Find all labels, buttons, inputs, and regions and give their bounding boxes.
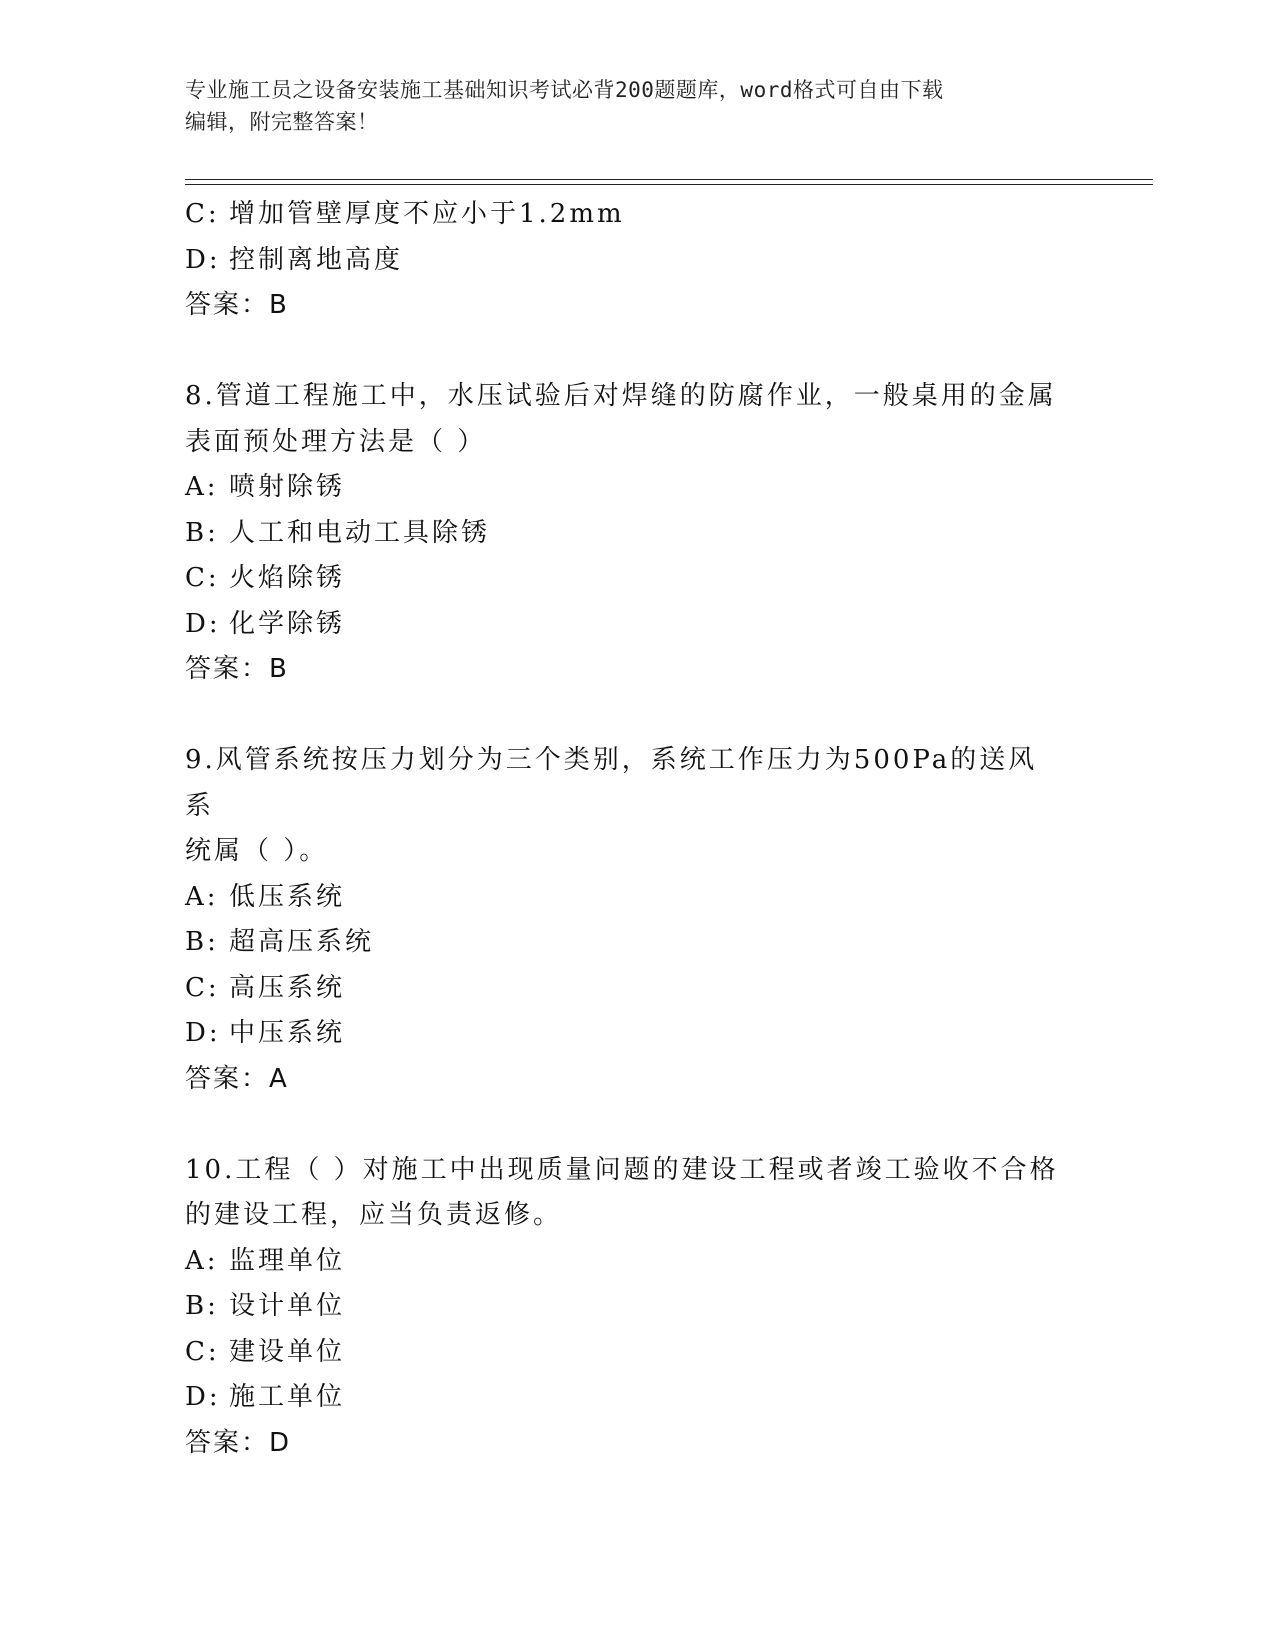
answer-line: 答案：B (185, 654, 289, 684)
question-text-line-2: 统属（ ）。 (185, 836, 329, 866)
question-text (185, 1148, 1065, 1239)
option-d (185, 1011, 1085, 1057)
option-a (185, 875, 1085, 921)
option-text: 高压系统 (229, 972, 346, 1003)
option-a (185, 1239, 1085, 1285)
answer-line: 答案：A (185, 1063, 289, 1094)
option-letter: D: (185, 1018, 221, 1048)
question-block-continued (185, 192, 1085, 329)
option-letter: C: (185, 1336, 220, 1367)
option-text: 监理单位 (229, 1245, 346, 1276)
option-text: 超高压系统 (229, 927, 375, 957)
document-header (185, 74, 1065, 138)
question-text (185, 374, 1065, 465)
option-d (185, 602, 1085, 648)
option-c (185, 966, 1085, 1012)
option-letter: D: (185, 244, 221, 275)
option-text: 增加管壁厚度不应小于1.2mm (229, 199, 625, 229)
option-b (185, 1284, 1085, 1330)
option-c (185, 192, 1085, 238)
option-letter: D: (185, 608, 221, 639)
answer-line: 答案：B (185, 290, 289, 320)
option-text: 施工单位 (229, 1382, 346, 1412)
question-text-line-1: 8.管道工程施工中，水压试验后对焊缝的防腐作业，一般桌用的金属 (185, 381, 1057, 411)
question-text-line-1: 9.风管系统按压力划分为三个类别，系统工作压力为500Pa的送风系 (185, 745, 1038, 821)
option-text: 设计单位 (229, 1291, 346, 1321)
option-letter: B: (185, 927, 219, 957)
question-list (185, 192, 1085, 1466)
option-text: 中压系统 (229, 1018, 346, 1048)
header-title-line-2: 编辑，附完整答案！ (185, 110, 379, 134)
option-letter: D: (185, 1382, 221, 1412)
option-text: 化学除锈 (229, 608, 346, 639)
option-b (185, 920, 1085, 966)
option-text: 喷射除锈 (229, 472, 346, 502)
option-c (185, 1330, 1085, 1376)
option-c (185, 556, 1085, 602)
spacer (185, 329, 1085, 375)
question-text-line-2: 表面预处理方法是（ ） (185, 426, 487, 457)
question-text (185, 738, 1065, 875)
question-text-line-1: 10.工程（ ）对施工中出现质量问题的建设工程或者竣工验收不合格 (185, 1154, 1059, 1185)
answer-line: 答案：D (185, 1427, 292, 1458)
option-letter: A: (185, 472, 219, 502)
option-letter: C: (185, 972, 220, 1003)
spacer (185, 693, 1085, 739)
option-d (185, 238, 1085, 284)
option-letter: C: (185, 563, 220, 593)
option-text: 控制离地高度 (229, 244, 404, 275)
question-block-10 (185, 1148, 1085, 1467)
spacer (185, 1102, 1085, 1148)
header-divider-top (185, 179, 1153, 180)
option-text: 建设单位 (229, 1336, 346, 1367)
option-letter: B: (185, 1291, 219, 1321)
option-letter: A: (185, 1245, 219, 1276)
option-letter: C: (185, 199, 220, 229)
option-a (185, 465, 1085, 511)
header-divider-bottom (185, 184, 1153, 185)
question-block-8 (185, 374, 1085, 693)
option-b (185, 511, 1085, 557)
header-title-line-1: 专业施工员之设备安装施工基础知识考试必背200题题库，word格式可自由下载 (185, 78, 944, 102)
question-block-9 (185, 738, 1085, 1102)
option-text: 人工和电动工具除锈 (229, 517, 491, 548)
option-d (185, 1375, 1085, 1421)
option-letter: A: (185, 881, 219, 912)
question-text-line-2: 的建设工程，应当负责返修。 (185, 1200, 563, 1230)
option-text: 低压系统 (229, 881, 346, 912)
option-text: 火焰除锈 (229, 563, 346, 593)
option-letter: B: (185, 517, 219, 548)
